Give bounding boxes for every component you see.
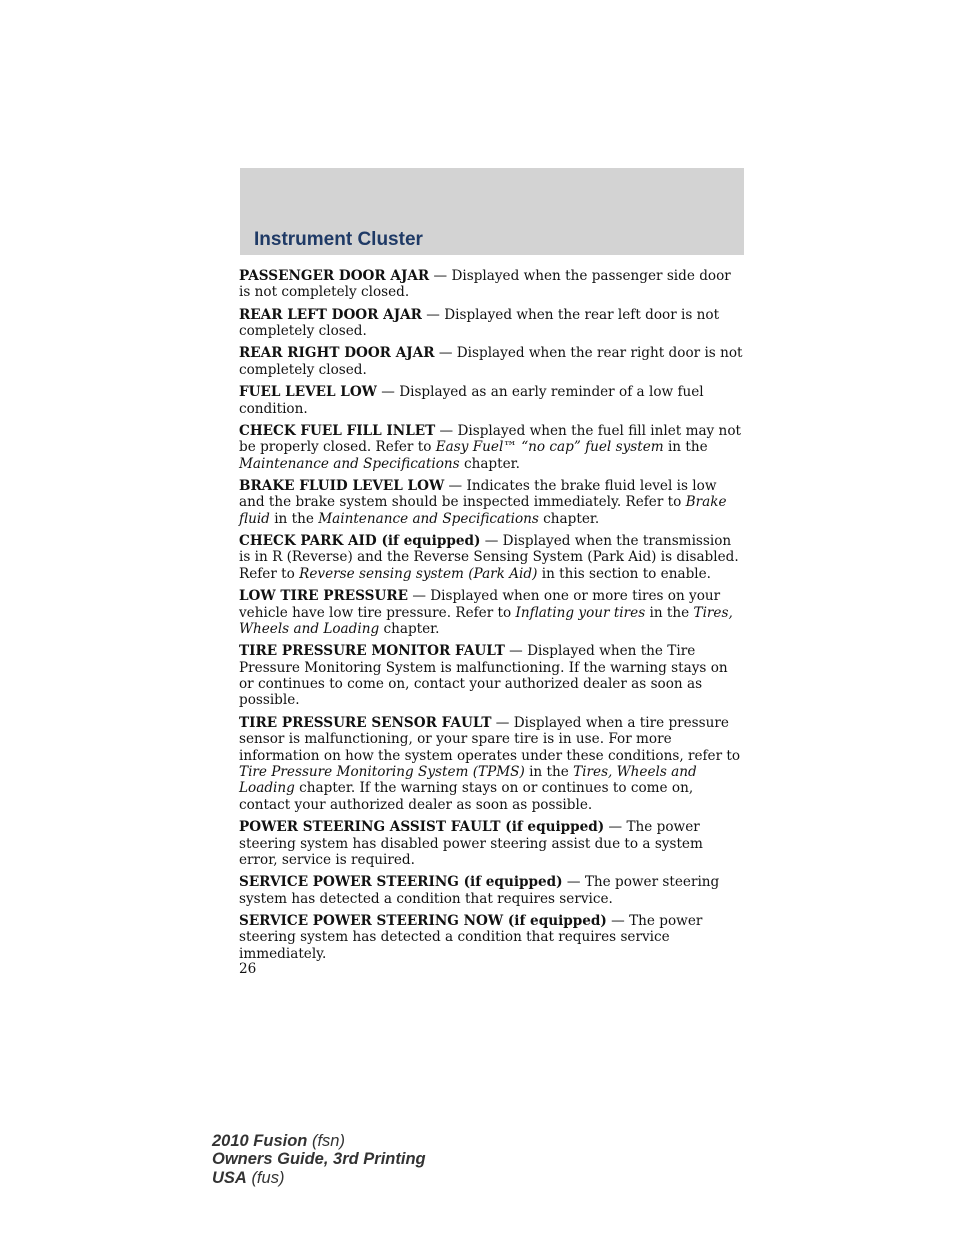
em-dash-separator: — — [504, 643, 528, 660]
description-text: Indicates the brake fluid level is low and the brake system should be inspected immediately. Refer to — [239, 477, 717, 511]
warning-term: SERVICE POWER STEERING NOW (if equipped) — [239, 912, 607, 929]
warning-entry — [239, 478, 745, 527]
cross-reference: Reverse sensing system (Park Aid) — [299, 565, 538, 582]
section-header-band — [240, 168, 744, 255]
cross-reference: Tire Pressure Monitoring System (TPMS) — [239, 763, 525, 780]
warning-term: POWER STEERING ASSIST FAULT (if equipped) — [239, 819, 605, 836]
description-text: Displayed when the rear left door is not completely closed. — [239, 306, 720, 340]
em-dash-separator: — — [376, 384, 400, 401]
cross-reference: Inflating your tires — [515, 604, 646, 621]
description-text: in the — [645, 604, 694, 621]
cross-reference: Tires, Wheels and Loading — [239, 763, 697, 797]
description-text: Displayed when the Tire Pressure Monitoring System is malfunctioning. If the warning stays on or continues to come on, contact your authorized dealer as soon as possible. — [239, 643, 728, 709]
footer-model-line: 2010 Fusion (fsn) — [212, 1132, 345, 1150]
description-text: Displayed when a tire pressure sensor is malfunctioning, or your spare tire is in use. For more information on how the system operates under these conditions, refer to — [239, 714, 741, 764]
warning-term: BRAKE FLUID LEVEL LOW — [239, 477, 445, 494]
footer-region-line: USA (fus) — [212, 1168, 285, 1187]
warning-term: CHECK PARK AID (if equipped) — [239, 533, 481, 550]
em-dash-separator: — — [434, 345, 457, 362]
description-text: Displayed when one or more tires on your vehicle have low tire pressure. Refer to — [239, 588, 721, 621]
cross-reference: Maintenance and Specifications — [318, 510, 539, 527]
cross-reference: Tires, Wheels and Loading — [239, 604, 733, 637]
description-text: Displayed when the passenger side door is not completely closed. — [239, 268, 731, 301]
page-number: 26 — [239, 961, 257, 977]
description-text: The power steering system has detected a condition that requires service. — [239, 874, 720, 907]
warning-entry — [239, 913, 745, 962]
description-text: Displayed as an early reminder of a low fuel condition. — [239, 384, 704, 417]
em-dash-separator: — — [491, 714, 514, 731]
warning-entry — [239, 345, 745, 378]
cross-reference: Maintenance and Specifications — [239, 455, 460, 472]
em-dash-separator: — — [429, 268, 452, 284]
description-text: Displayed when the fuel fill inlet may not be properly closed. Refer to — [239, 422, 741, 456]
description-text: in this section to enable. — [537, 565, 712, 582]
description-text: in the — [663, 439, 708, 456]
cross-reference: Easy Fuel™ “no cap” fuel system — [435, 439, 664, 456]
description-text: Displayed when the transmission is in R (Reverse) and the Reverse Sensing System (Park Aid) is disabled. Refer to — [239, 533, 739, 582]
em-dash-separator: — — [435, 422, 458, 439]
description-text: chapter. If the warning stays on or continues to come on, contact your authorized dealer as soon as possible. — [239, 780, 694, 813]
warning-term: FUEL LEVEL LOW — [239, 384, 377, 401]
warning-entry — [239, 423, 745, 472]
em-dash-separator: — — [408, 588, 431, 605]
em-dash-separator: — — [480, 533, 503, 550]
description-text: The power steering system has detected a condition that requires service immediately. — [239, 912, 703, 962]
em-dash-separator: — — [604, 819, 627, 836]
document-footer — [212, 1132, 426, 1187]
description-text: The power steering system has disabled power steering assist due to a system error, service is required. — [239, 819, 703, 868]
warning-entry — [239, 588, 745, 637]
warning-entry — [239, 643, 745, 709]
warning-entry — [239, 819, 745, 868]
warning-entry — [239, 874, 745, 907]
warning-term: LOW TIRE PRESSURE — [239, 588, 408, 605]
warning-term: REAR LEFT DOOR AJAR — [239, 306, 422, 323]
footer-guide-line: Owners Guide, 3rd Printing — [212, 1150, 426, 1169]
section-title: Instrument Cluster — [254, 229, 423, 250]
em-dash-separator: — — [444, 477, 467, 494]
description-text: chapter. — [379, 620, 440, 637]
warning-entry — [239, 384, 745, 417]
warning-term: CHECK FUEL FILL INLET — [239, 422, 436, 439]
em-dash-separator: — — [606, 912, 630, 929]
description-text: Displayed when the rear right door is not completely closed. — [239, 345, 743, 378]
warning-term: TIRE PRESSURE SENSOR FAULT — [239, 714, 492, 731]
em-dash-separator: — — [562, 874, 585, 891]
description-text: chapter. — [459, 455, 520, 472]
warning-entry — [239, 268, 745, 301]
warning-entry — [239, 533, 745, 582]
cross-reference: Brake fluid — [239, 494, 727, 527]
warning-term: SERVICE POWER STEERING (if equipped) — [239, 874, 563, 891]
warning-term: PASSENGER DOOR AJAR — [239, 268, 430, 284]
warning-term: REAR RIGHT DOOR AJAR — [239, 345, 435, 362]
description-text: in the — [524, 763, 574, 780]
warning-entry — [239, 307, 745, 340]
em-dash-separator: — — [421, 306, 445, 323]
description-text: chapter. — [538, 510, 600, 527]
description-text: in the — [269, 510, 319, 527]
warning-term: TIRE PRESSURE MONITOR FAULT — [239, 643, 505, 660]
warning-message-list — [239, 268, 745, 968]
warning-entry — [239, 715, 745, 813]
